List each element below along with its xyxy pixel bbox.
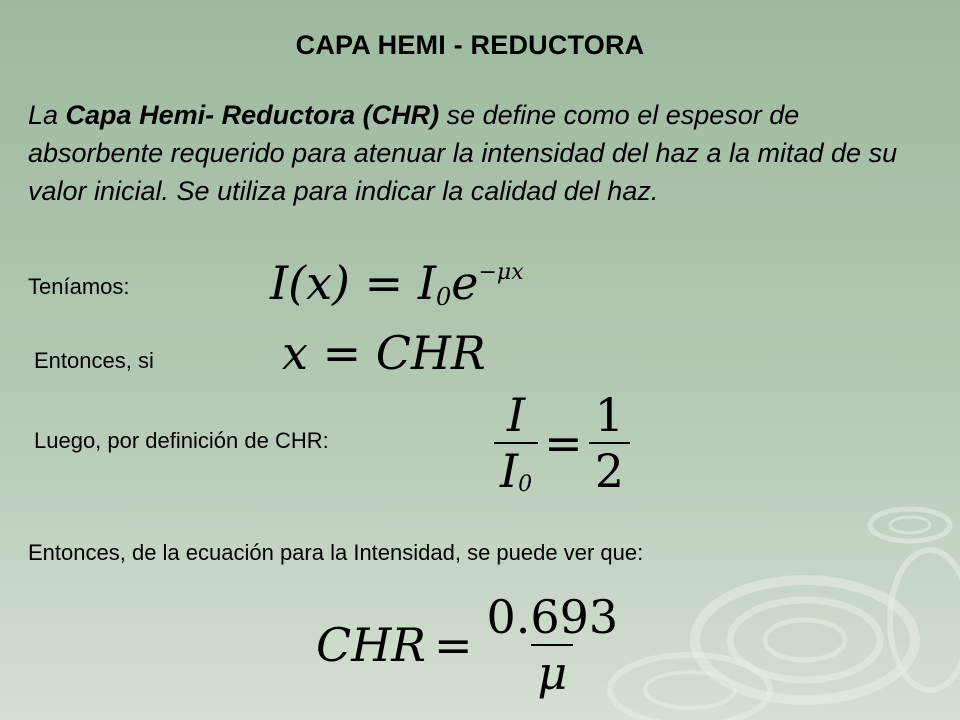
attenuation-exponent: −μx: [478, 260, 524, 285]
attenuation-equation: [270, 256, 524, 311]
right-fraction: [589, 388, 630, 498]
attenuation-lhs: I(x): [270, 256, 351, 310]
slide-title: CAPA HEMI - REDUCTORA: [295, 30, 645, 60]
attenuation-base: I: [417, 256, 436, 310]
teniamos-label: Teníamos:: [28, 274, 130, 299]
chr-formula-equation: [316, 590, 624, 700]
chr-formula-lhs: CHR: [316, 618, 426, 672]
chr-fraction: [481, 590, 625, 700]
left-fraction: [494, 388, 538, 498]
chr-formula-equals: =: [433, 618, 473, 672]
conclusion-label: Entonces, de la ecuación para la Intensidad, se puede ver que:: [28, 540, 644, 565]
luego-definition-label: Luego, por definición de CHR:: [34, 428, 329, 453]
attenuation-equals: =: [364, 256, 404, 310]
attenuation-exp-base: e: [451, 256, 479, 310]
left-numerator: I: [507, 388, 526, 442]
left-denominator-subscript: 0: [518, 472, 533, 497]
right-numerator: 1: [594, 388, 624, 442]
left-denominator-base: I: [500, 444, 519, 498]
chr-numerator: 0.693: [486, 590, 619, 644]
left-denominator: [494, 442, 538, 498]
chr-denominator: μ: [531, 644, 573, 700]
right-denominator: 2: [589, 442, 630, 498]
definition-paragraph: [28, 96, 928, 210]
definition-lead: La: [28, 100, 66, 130]
intensity-ratio-equation: [494, 388, 630, 498]
attenuation-base-subscript: 0: [435, 283, 452, 311]
definition-body: se define como el espesor de absorbente requerido para atenuar la intensidad del haz a la mitad de su valor inicial. Se utiliza para indicar la calidad del haz.: [28, 100, 898, 206]
ratio-equals: =: [544, 416, 583, 470]
definition-term: Capa Hemi- Reductora (CHR): [65, 100, 440, 130]
entonces-si-label: Entonces, si: [34, 348, 154, 373]
x-equals-chr-equation: x = CHR: [282, 326, 486, 380]
